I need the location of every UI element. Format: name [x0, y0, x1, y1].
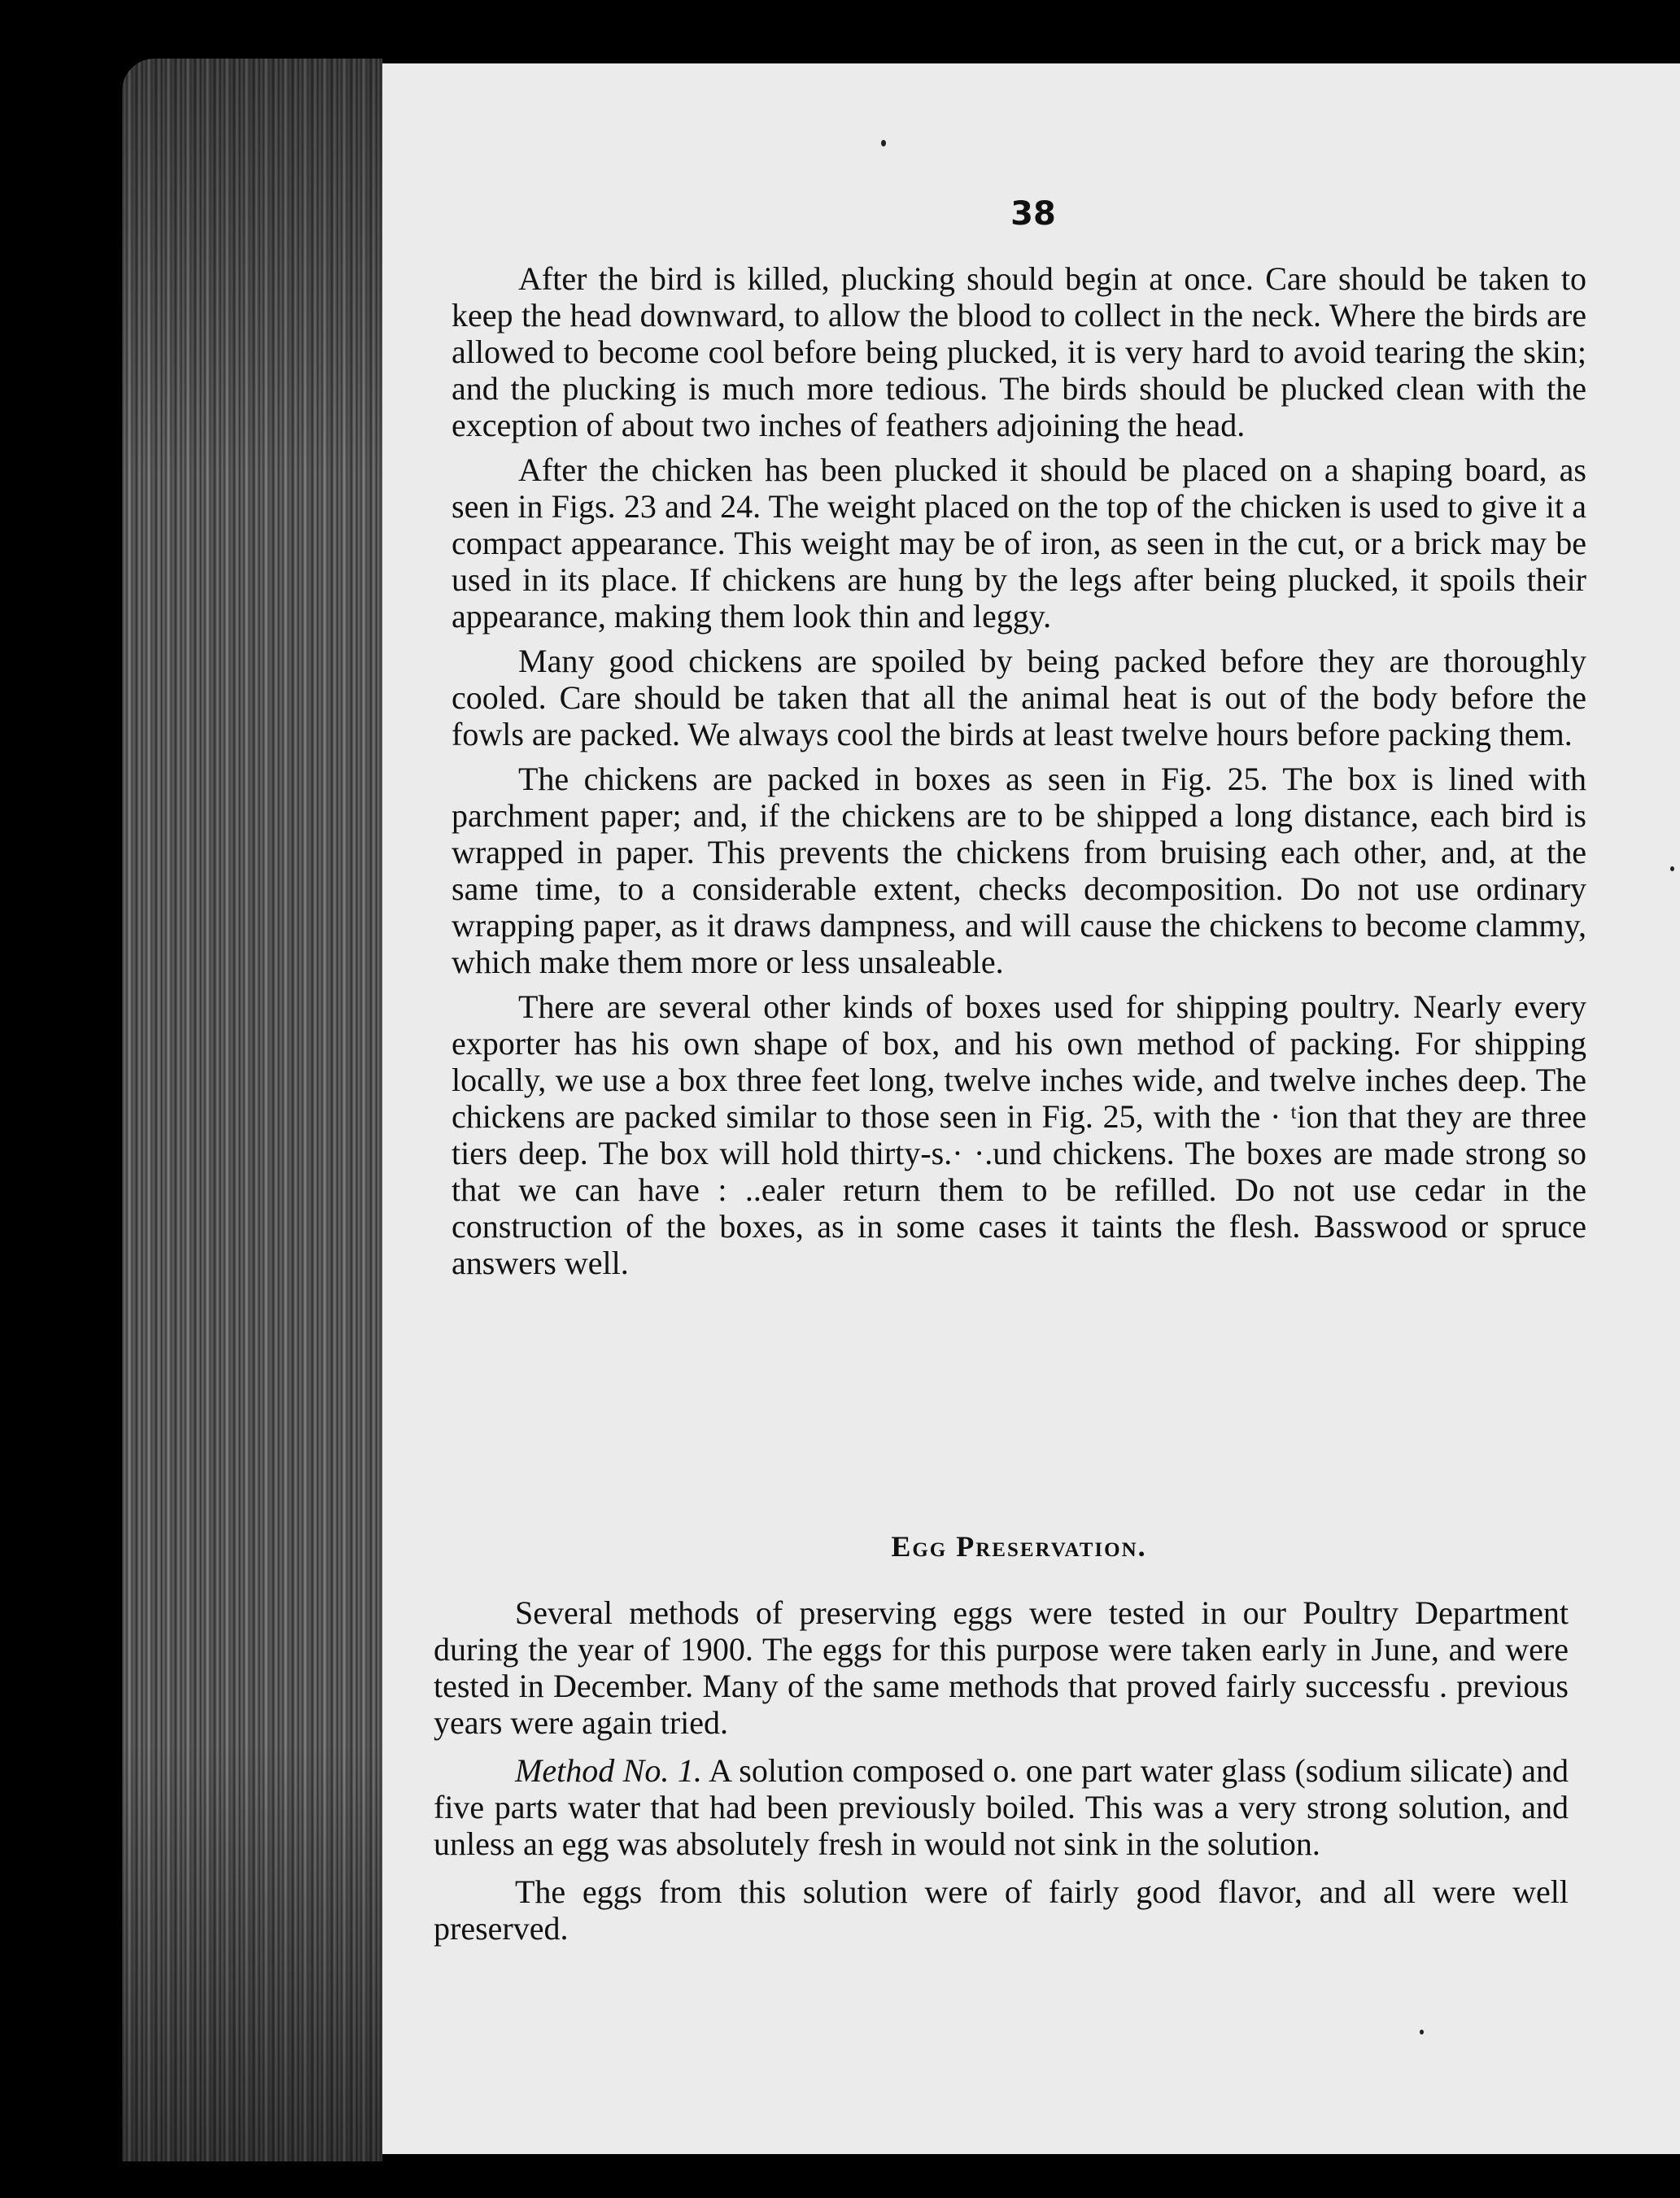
scan-speck: [1420, 2030, 1424, 2034]
paragraph-method-1: [434, 1752, 1569, 1862]
page-number: 38: [1010, 195, 1056, 233]
paragraph-packing-boxes: The chickens are packed in boxes as seen in Fig. 25. The box is lined with parchment paper; and, if the chickens are to be shipped a long distance, each bird is wrapped in paper. This prevents the chickens from bruising each other, and, at the same time, to a considerable extent, checks decomposition. Do not use ordinary wrapping paper, as it draws dampness, and will cause the chickens to become clammy, which make them more or less unsaleable.: [452, 761, 1586, 980]
paragraph-cooling: Many good chickens are spoiled by being packed before they are thoroughly cooled. Care should be taken that all the animal heat is out of the body before the fowls are packed. We always cool the birds at least twelve hours before packing them.: [452, 643, 1586, 752]
paragraph-egg-intro: Several methods of preserving eggs were tested in our Poultry Department during the year of 1900. The eggs for this purpose were taken early in June, and were tested in December. Many of the same methods that proved fairly successfu . previous years were again tried.: [434, 1594, 1569, 1741]
scan-speck: [881, 140, 886, 146]
paragraph-plucking: After the bird is killed, plucking should begin at once. Care should be taken to keep the head downward, to allow the blood to collect in the neck. Where the birds are allowed to become cool before being plucked, it is very hard to avoid tearing the skin; and the plucking is much more tedious. The birds should be plucked clean with the exception of about two inches of feathers adjoining the head.: [452, 260, 1586, 443]
paragraph-shipping-boxes: There are several other kinds of boxes used for shipping poultry. Nearly every exporter has his own shape of box, and his own method of packing. For shipping locally, we use a box three feet long, twelve inches wide, and twelve inches deep. The chickens are packed similar to those seen in Fig. 25, with the · ᵗion that they are three tiers deep. The box will hold thirty-s.· ·.und chickens. The boxes are made strong so that we can have : ..ealer return them to be refilled. Do not use cedar in the construction of the boxes, as in some cases it taints the flesh. Basswood or spruce answers well.: [452, 988, 1586, 1281]
body-text-section-1: [452, 260, 1586, 1289]
paragraph-egg-result: The eggs from this solution were of fairly good flavor, and all were well preserved.: [434, 1873, 1569, 1947]
book-spine-edge: [122, 59, 382, 2161]
section-heading-egg-preservation: Egg Preservation.: [891, 1530, 1147, 1563]
body-text-section-2: [434, 1594, 1569, 1958]
method-1-label: Method No. 1.: [515, 1752, 702, 1789]
method-1-text: A solution composed o. one part water glass (sodium silicate) and five parts water that had been previously boiled. This was a very strong solution, and unless an egg was absolutely fresh in would not sink in the solution.: [434, 1752, 1569, 1862]
paragraph-shaping-board: After the chicken has been plucked it should be placed on a shaping board, as seen in Figs. 23 and 24. The weight placed on the top of the chicken is used to give it a compact appearance. This weight may be of iron, as seen in the cut, or a brick may be used in its place. If chickens are hung by the legs after being plucked, it spoils their appearance, making them look thin and leggy.: [452, 451, 1586, 635]
scan-speck: [1670, 866, 1674, 871]
